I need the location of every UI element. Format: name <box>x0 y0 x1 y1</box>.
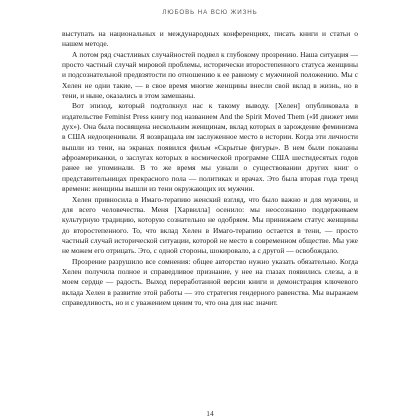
page-number: 14 <box>206 409 214 418</box>
paragraph: А потом ряд счастливых случайностей подвел к глубокому прозрению. Наша ситуация — просто частный случай мировой проблемы, исторически второстепенного статуса женщины и подсознательной предвзятости по отношению к ее равному с мужчиной положению. Мы с Хелен не одни такие, — в свое время многие женщины внесли свой вклад в жизнь, но в тени, и ныне, оказались в этом замешаны. <box>62 49 358 101</box>
paragraph: Вот эпизод, который подтолкнул нас к такому выводу. [Хелен] опубликовала в издательстве Feminist Press книгу под названием And the Spirit Moved Them («И движет ими дух»). Она была посвящена нескольким женщинам, вклад которых в зарождение феминизма в США недооценивали. Я возвращала им заслуженное место в истории. Когда эти личности вышли из тени, на экранах появился фильм «Скрытые фигуры». В нем были показаны афроамериканки, о заслугах которых в космической программе США шестидесятых годов ранее не упоминали. В то же время мы узнали о существовании других книг о представительницах прекрасного пола — политиках и врачах. Это была вторая года тренд времени: женщины вышли из тени окружающих их мужчин. <box>62 101 358 194</box>
body-text <box>62 29 358 308</box>
running-header: ЛЮБОВЬ НА ВСЮ ЖИЗНЬ <box>162 9 258 16</box>
paragraph: Прозрение разрушило все сомнения: общее авторство нужно указать обязательно. Когда Хелен получила полное и справедливое признание, у нее на глазах появились слезы, а в моем сердце — радость. Выход переработанной версии книги и демонстрация ключевого вклада Хелен в развитие этой работы — это стратегия гендерного равенства. Мы выражаем справедливость, но и с уважением ценим то, что она для нас значит. <box>62 256 358 307</box>
paragraph-continued: выступать на национальных и международных конференциях, писать книги и статьи о нашем методе. <box>62 29 358 49</box>
paragraph: Хелен привносила в Имаго-терапию женский взгляд, что было важно и для мужчин, и для всего человечества. Меня [Харвилла] осенило: мы неосознанно поддерживаем культурную традицию, которую сознательно не одобряем. Мы принижаем статус женщины до второстепенного. То, что вклад Хелен в Имаго-терапию остается в тени, — просто частный случай исторической ситуации, которой не место в современном обществе. Мы уже не можем его отрицать. Это, с одной стороны, шокировало, а с другой — освобождало. <box>62 194 358 256</box>
